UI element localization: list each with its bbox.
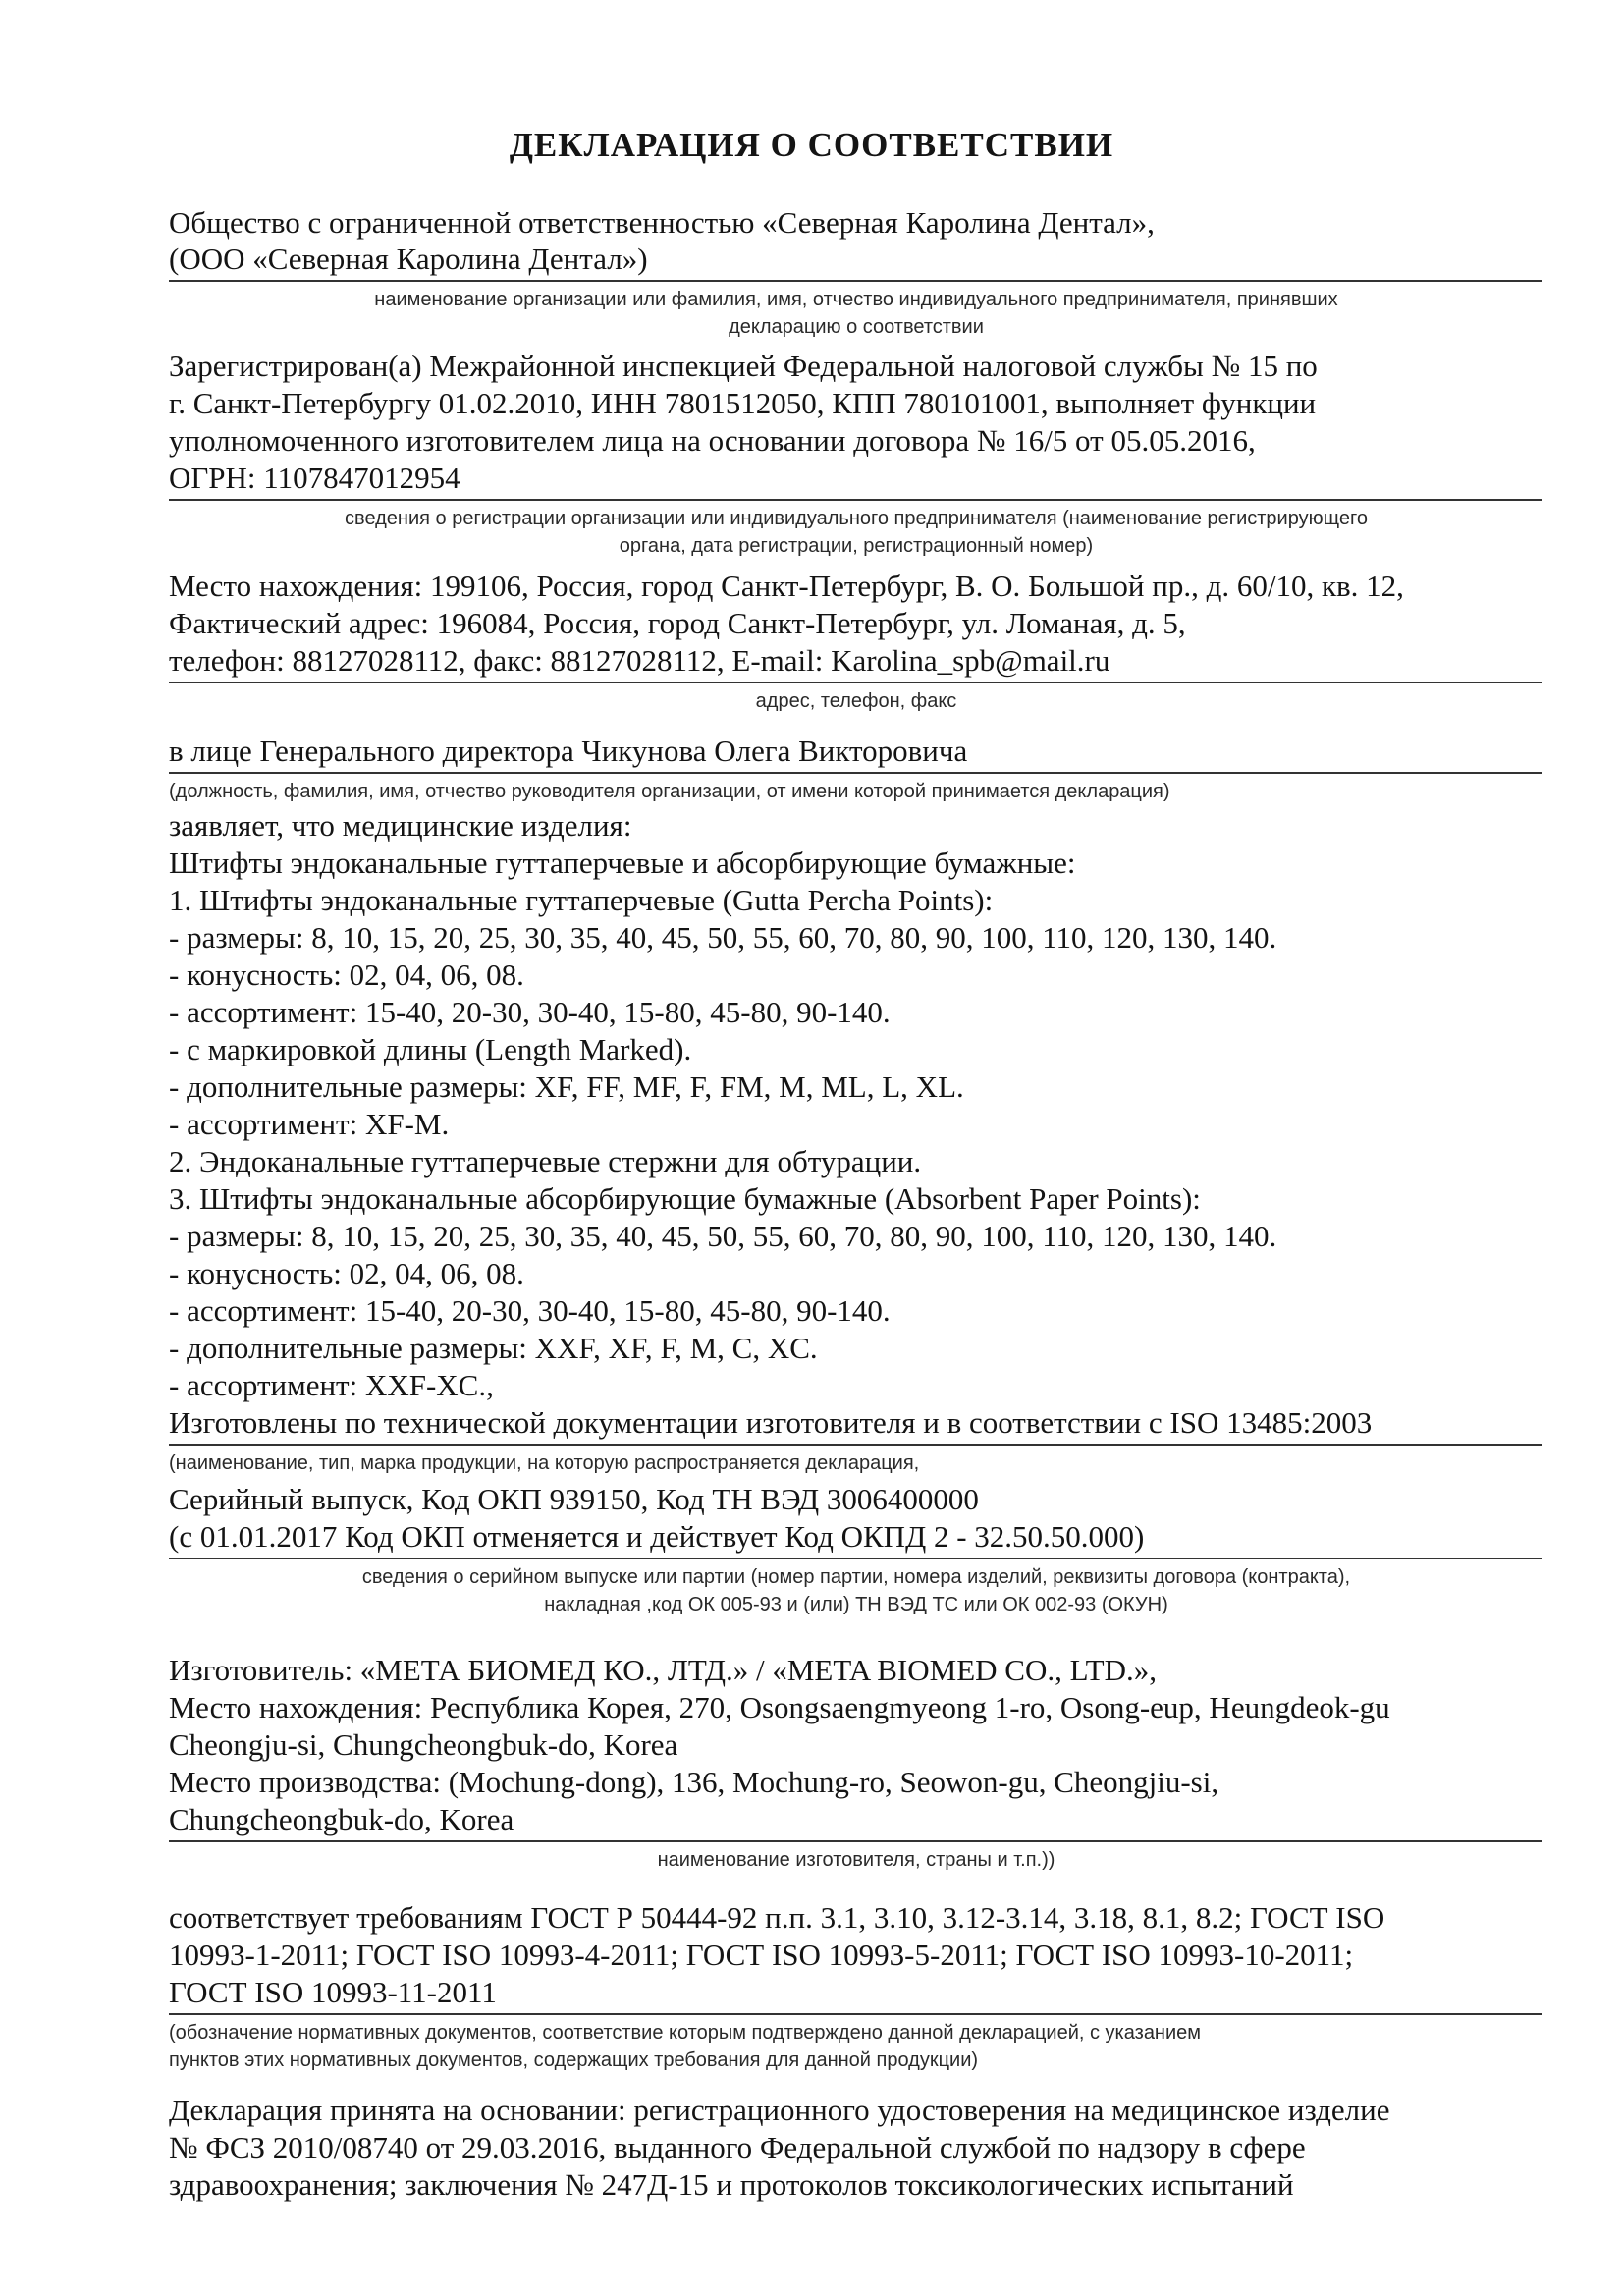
- manufacturer-line: Изготовитель: «МЕТА БИОМЕД КО., ЛТД.» / «META BIOMED CO., LTD.»,: [169, 1653, 1158, 1687]
- basis-line: здравоохранения; заключения № 247Д-15 и протоколов токсикологических испытаний: [169, 2167, 1294, 2202]
- products-line: - ассортимент: XXF-XC.,: [169, 1368, 494, 1402]
- products-caption: (наименование, тип, марка продукции, на которую распространяется декларация,: [169, 1452, 920, 1474]
- address-line: телефон: 88127028112, факс: 88127028112, E-mail: Karolina_spb@mail.ru: [169, 643, 1110, 678]
- applicant-caption: наименование организации или фамилия, имя, отчество индивидуального предпринимателя, принявших: [374, 289, 1338, 310]
- products-line: - размеры: 8, 10, 15, 20, 25, 30, 35, 40, 45, 50, 55, 60, 70, 80, 90, 100, 110, 120, 130, 140.: [169, 920, 1277, 955]
- standards-caption: пунктов этих нормативных документов, содержащих требования для данной продукции): [169, 2050, 979, 2071]
- products-line: - ассортимент: XF-M.: [169, 1107, 450, 1141]
- products-line: - конусность: 02, 04, 06, 08.: [169, 957, 524, 992]
- underline-rule: [169, 499, 1542, 501]
- underline-rule: [169, 2013, 1542, 2015]
- products-line: Штифты эндоканальные гуттаперчевые и абсорбирующие бумажные:: [169, 846, 1076, 880]
- standards-caption: (обозначение нормативных документов, соответствие которым подтверждено данной декларацией, с указанием: [169, 2022, 1202, 2044]
- registration-caption: сведения о регистрации организации или индивидуального предпринимателя (наименование регистрирующего: [345, 508, 1368, 529]
- address-line: Фактический адрес: 196084, Россия, город Санкт-Петербург, ул. Ломаная, д. 5,: [169, 606, 1186, 640]
- manufacturer-line: Место производства: (Mochung-dong), 136, Mochung-ro, Seowon-gu, Cheongjiu-si,: [169, 1765, 1219, 1799]
- underline-rule: [169, 772, 1542, 774]
- products-line: - с маркировкой длины (Length Marked).: [169, 1032, 692, 1066]
- manufacturer-line: Chungcheongbuk-do, Korea: [169, 1802, 514, 1836]
- registration-line: г. Санкт-Петербургу 01.02.2010, ИНН 7801512050, КПП 780101001, выполняет функции: [169, 386, 1317, 420]
- underline-rule: [169, 682, 1542, 683]
- products-line: - конусность: 02, 04, 06, 08.: [169, 1256, 524, 1290]
- underline-rule: [169, 1840, 1542, 1842]
- manufacturer-line: Cheongju-si, Chungcheongbuk-do, Korea: [169, 1727, 678, 1762]
- registration-caption: органа, дата регистрации, регистрационный номер): [619, 535, 1094, 557]
- registration-line: уполномоченного изготовителем лица на основании договора № 16/5 от 05.05.2016,: [169, 423, 1256, 458]
- serial-caption: сведения о серийном выпуске или партии (номер партии, номера изделий, реквизиты договора (контракта),: [361, 1566, 1351, 1588]
- representative-line: в лице Генерального директора Чикунова Олега Викторовича: [169, 734, 968, 768]
- products-line: 3. Штифты эндоканальные абсорбирующие бумажные (Absorbent Paper Points):: [169, 1181, 1201, 1216]
- products-line: - ассортимент: 15-40, 20-30, 30-40, 15-80, 45-80, 90-140.: [169, 995, 891, 1029]
- representative-caption: (должность, фамилия, имя, отчество руководителя организации, от имени которой принимается декларация): [169, 781, 1170, 802]
- applicant-caption: декларацию о соответствии: [729, 316, 984, 338]
- products-line: - размеры: 8, 10, 15, 20, 25, 30, 35, 40, 45, 50, 55, 60, 70, 80, 90, 100, 110, 120, 130, 140.: [169, 1219, 1277, 1253]
- manufacturer-line: Место нахождения: Республика Корея, 270, Osongsaengmyeong 1-ro, Osong-eup, Heungdeok-gu: [169, 1690, 1390, 1724]
- address-caption: адрес, телефон, факс: [755, 690, 957, 712]
- registration-line: Зарегистрирован(а) Межрайонной инспекцией Федеральной налоговой службы № 15 по: [169, 349, 1318, 383]
- underline-rule: [169, 280, 1542, 282]
- products-line: 1. Штифты эндоканальные гуттаперчевые (Gutta Percha Points):: [169, 883, 994, 917]
- products-line: - дополнительные размеры: XXF, XF, F, M, C, XC.: [169, 1331, 818, 1365]
- manufacturer-caption: наименование изготовителя, страны и т.п.)): [657, 1849, 1055, 1871]
- standards-line: ГОСТ ISO 10993-11-2011: [169, 1975, 497, 2009]
- standards-line: соответствует требованиям ГОСТ Р 50444-92 п.п. 3.1, 3.10, 3.12-3.14, 3.18, 8.1, 8.2; ГОСТ ISO: [169, 1900, 1385, 1935]
- serial-line: (с 01.01.2017 Код ОКП отменяется и действует Код ОКПД 2 - 32.50.50.000): [169, 1519, 1145, 1554]
- registration-line: ОГРН: 1107847012954: [169, 461, 460, 495]
- products-line: - ассортимент: 15-40, 20-30, 30-40, 15-80, 45-80, 90-140.: [169, 1293, 891, 1328]
- standards-line: 10993-1-2011; ГОСТ ISO 10993-4-2011; ГОСТ ISO 10993-5-2011; ГОСТ ISO 10993-10-2011;: [169, 1938, 1354, 1972]
- products-line: Изготовлены по технической документации изготовителя и в соответствии с ISO 13485:2003: [169, 1405, 1373, 1440]
- products-line: - дополнительные размеры: XF, FF, MF, F, FM, M, ML, L, XL.: [169, 1069, 964, 1104]
- underline-rule: [169, 1558, 1542, 1559]
- document-title: ДЕКЛАРАЦИЯ О СООТВЕТСТВИИ: [509, 126, 1114, 164]
- applicant-line: Общество с ограниченной ответственностью «Северная Каролина Дентал»,: [169, 205, 1155, 240]
- underline-rule: [169, 1444, 1542, 1446]
- serial-caption: накладная ,код ОК 005-93 и (или) ТН ВЭД ТС или ОК 002-93 (ОКУН): [544, 1594, 1168, 1615]
- products-line: заявляет, что медицинские изделия:: [169, 808, 632, 843]
- basis-line: № ФСЗ 2010/08740 от 29.03.2016, выданного Федеральной службой по надзору в сфере: [169, 2130, 1306, 2164]
- address-line: Место нахождения: 199106, Россия, город Санкт-Петербург, В. О. Большой пр., д. 60/10, кв. 12,: [169, 569, 1404, 603]
- basis-line: Декларация принята на основании: регистрационного удостоверения на медицинское изделие: [169, 2093, 1390, 2127]
- products-line: 2. Эндоканальные гуттаперчевые стержни для обтурации.: [169, 1144, 922, 1178]
- serial-line: Серийный выпуск, Код ОКП 939150, Код ТН ВЭД 3006400000: [169, 1482, 979, 1516]
- applicant-line: (ООО «Северная Каролина Дентал»): [169, 242, 648, 276]
